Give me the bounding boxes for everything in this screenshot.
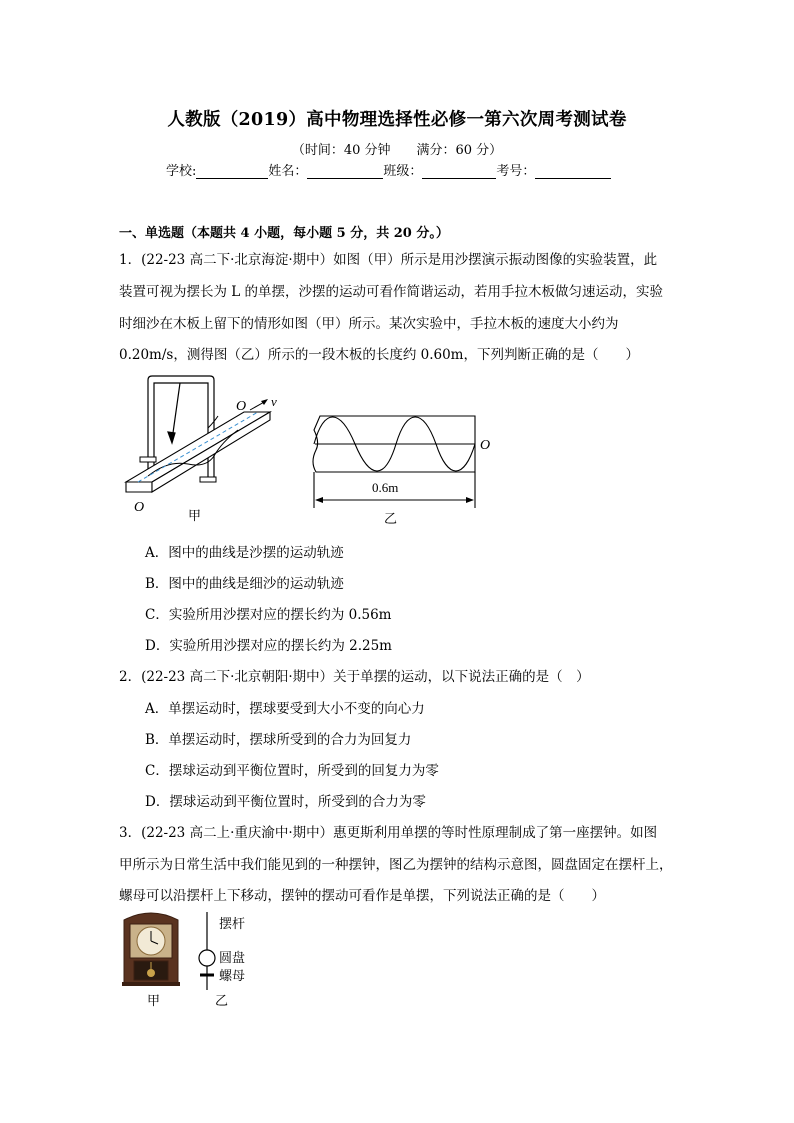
question-2-line: 2．(22-23 高二下·北京朝阳·期中）关于单摆的运动，以下说法正确的是（ ） [119,669,590,685]
question-1-option-c[interactable]: C．实验所用沙摆对应的摆长约为 0.56m [145,607,392,623]
name-label: 姓名： [268,164,308,179]
question-1-option-a[interactable]: A．图中的曲线是沙摆的运动轨迹 [145,545,344,561]
point-o-top: O [236,399,247,414]
class-field[interactable] [422,164,496,179]
point-o-right: O [480,438,491,453]
figure-label-yi: 乙 [215,993,229,1008]
question-1-option-b[interactable]: B．图中的曲线是细沙的运动轨迹 [145,576,344,592]
question-2-option-d[interactable]: D．摆球运动到平衡位置时，所受到的合力为零 [145,794,426,810]
question-2-option-c[interactable]: C．摆球运动到平衡位置时，所受到的回复力为零 [145,763,439,779]
question-2-option-a[interactable]: A．单摆运动时，摆球要受到大小不变的向心力 [145,701,425,717]
student-info-row [166,160,636,179]
school-field[interactable] [196,164,268,179]
question-1-line: 1．(22-23 高二下·北京海淀·期中）如图（甲）所示是用沙摆演示振动图像的实验装置，此 [119,252,658,268]
exam-number-field[interactable] [535,164,611,179]
figure-label-jia: 甲 [147,993,161,1008]
name-field[interactable] [307,164,383,179]
figure-label-yi: 乙 [384,511,398,526]
length-label: 0.6m [372,480,399,495]
velocity-label: v [271,394,277,409]
sand-pendulum-figure [118,368,508,533]
nut-label: 螺母 [219,968,246,983]
figure-label-jia: 甲 [188,508,202,523]
point-o-bottom: O [134,500,145,515]
exam-number-label: 考号： [496,164,536,179]
question-1-line: 时细沙在木板上留下的情形如图（甲）所示。某次实验中，手拉木板的速度大小约为 [119,316,619,332]
question-3-line: 3．(22-23 高二上·重庆渝中·期中）惠更斯利用单摆的等时性原理制成了第一座摆钟。如图 [119,825,658,841]
rod-label: 摆杆 [219,916,246,931]
question-1-option-d[interactable]: D．实验所用沙摆对应的摆长约为 2.25m [145,638,392,654]
section-heading: 一、单选题（本题共 4 小题，每小题 5 分，共 20 分。） [119,226,449,241]
question-3-line: 甲所示为日常生活中我们能见到的一种摆钟，图乙为摆钟的结构示意图，圆盘固定在摆杆上， [119,857,673,873]
question-1-line: 装置可视为摆长为 L 的单摆，沙摆的运动可看作简谐运动，若用手拉木板做匀速运动，实验 [119,284,664,300]
disk-label: 圆盘 [219,950,246,965]
page-title: 人教版（2019）高中物理选择性必修一第六次周考测试卷 [167,110,627,130]
question-2-option-b[interactable]: B．单摆运动时，摆球所受到的合力为回复力 [145,732,412,748]
clock-image [122,913,180,986]
pendulum-schematic [199,912,215,990]
pendulum-clock-figure [118,908,278,1013]
class-label: 班级： [383,164,423,179]
exam-meta: （时间：40 分钟 满分：60 分） [291,143,503,158]
question-1-line: 0.20m/s，测得图（乙）所示的一段木板的长度约 0.60m，下列判断正确的是（ ） [119,347,639,363]
question-3-line: 螺母可以沿摆杆上下移动，摆钟的摆动可看作是单摆，下列说法正确的是（ ） [119,888,605,904]
school-label: 学校: [166,164,197,179]
